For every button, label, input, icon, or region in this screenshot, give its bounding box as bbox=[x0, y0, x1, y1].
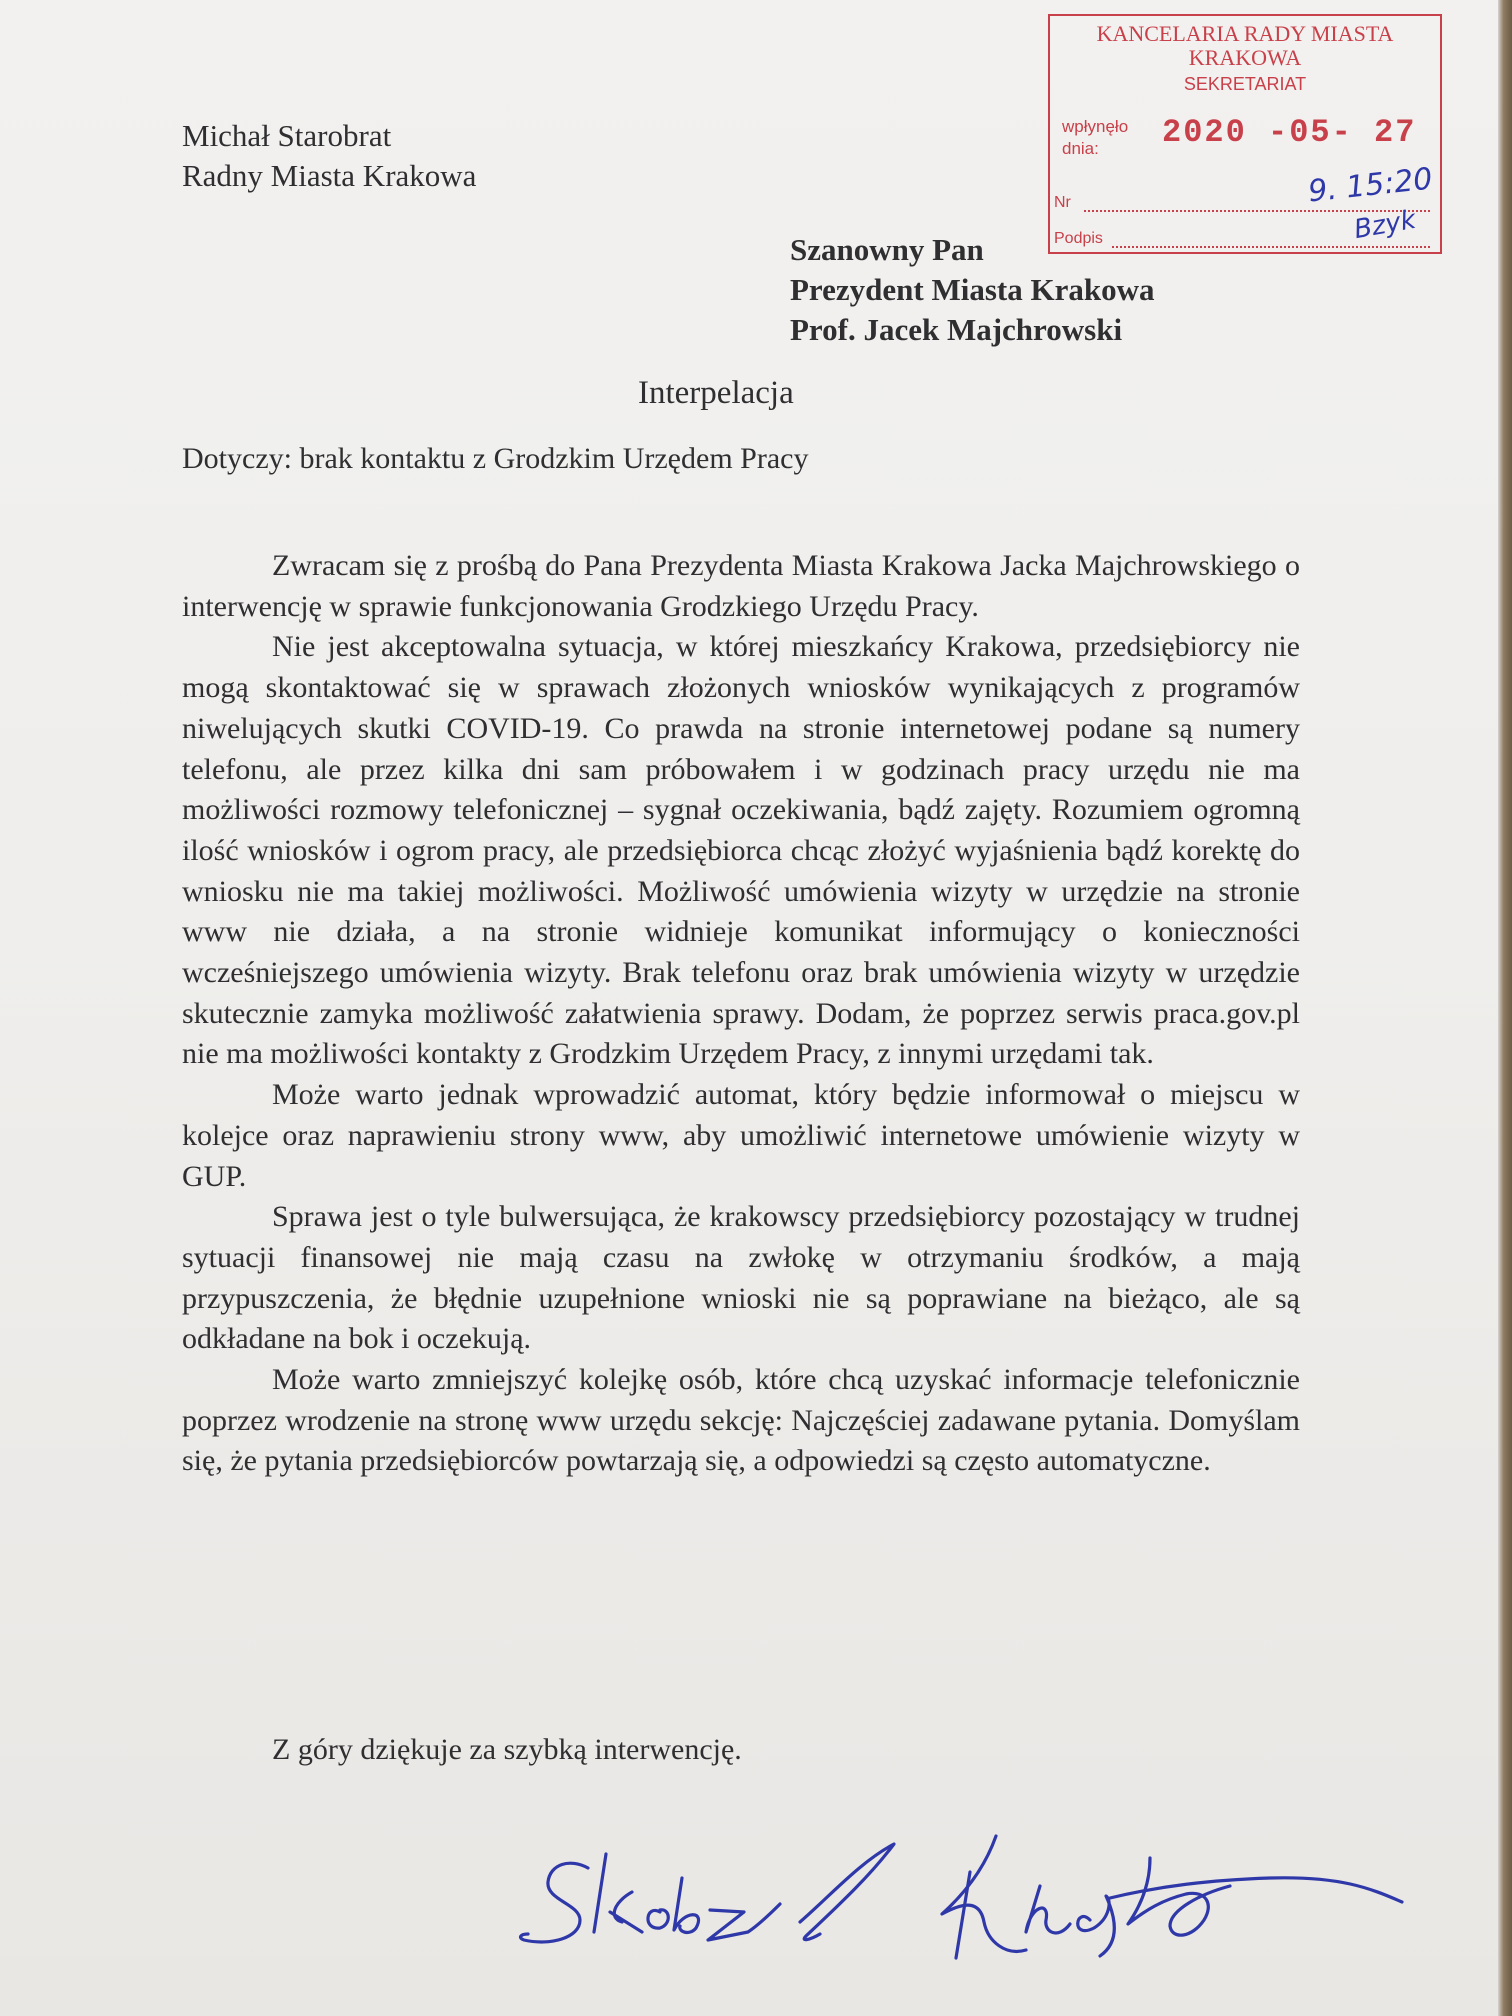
subject-line: Dotyczy: brak kontaktu z Grodzkim Urzędem Pracy bbox=[182, 442, 809, 475]
sender-role: Radny Miasta Krakowa bbox=[182, 158, 477, 193]
table-edge bbox=[1498, 0, 1512, 2016]
stamp-department: SEKRETARIAT bbox=[1183, 74, 1307, 94]
addressee-line3: Prof. Jacek Majchrowski bbox=[790, 312, 1123, 347]
stamp-nr-handwritten: 9. 15:20 bbox=[1306, 161, 1435, 210]
paragraph-5: Może warto zmniejszyć kolejkę osób, które chcą uzyskać informacje telefonicznie poprzez wrodzenie na stronę www urzędu sekcję: Najczęściej zadawane pytania. Domyślam się, że pytania przedsiębiorców powtarzają się, a odpowiedzi są często automatyczne. bbox=[182, 1363, 1300, 1478]
paragraph-1: Zwracam się z prośbą do Pana Prezydenta Miasta Krakowa Jacka Majchrowskiego o interwencję w sprawie funkcjonowania Grodzkiego Urzędu Pracy. bbox=[182, 549, 1300, 623]
paragraph-2: Nie jest akceptowalna sytuacja, w której mieszkańcy Krakowa, przedsiębiorcy nie mogą skontaktować się w sprawach złożonych wniosków wynikających z programów niwelujących skutki COVID-19. Co prawda na stronie internetowej podane są numery telefonu, ale przez kilka dni sam próbowałem i w godzinach pracy urzędu nie ma możliwości rozmowy telefonicznej – sygnał oczekiwania, bądź zajęty. Rozumiem ogromną ilość wniosków i ogrom pracy, ale przedsiębiorca chcąc złożyć wyjaśnienia bądź korektę do wniosku nie ma takiej możliwości. Możliwość umówienia wizyty w urzędzie na stronie www nie działa, a na stronie widnieje komunikat informujący o konieczności wcześniejszego umówienia wizyty. Brak telefonu oraz brak umówienia wizyty w urzędzie skutecznie zamyka możliwość załatwienia sprawy. Dodam, że poprzez serwis praca.gov.pl nie ma możliwości kontakty z Grodzkim Urzędem Pracy, z innymi urzędami tak. bbox=[182, 630, 1300, 1071]
registry-stamp bbox=[1048, 14, 1442, 254]
addressee-line2: Prezydent Miasta Krakowa bbox=[790, 272, 1155, 307]
handwritten-signature-icon bbox=[510, 1800, 1410, 1970]
paragraph-4: Sprawa jest o tyle bulwersująca, że krakowscy przedsiębiorcy pozostający w trudnej sytuacji finansowej nie mają czasu na zwłokę w otrzymaniu środków, a mają przypuszczenia, że błędnie uzupełnione wnioski nie są poprawiane na bieżąco, ale są odkładane na bok i oczekują. bbox=[182, 1200, 1300, 1356]
stamp-received-label bbox=[1062, 116, 1128, 160]
stamp-podpis-handwritten: Bzyk bbox=[1351, 204, 1419, 246]
closing-line: Z góry dziękuje za szybką interwencję. bbox=[272, 1733, 742, 1766]
addressee-block bbox=[790, 230, 1154, 350]
stamp-received-label-line1: wpłynęło bbox=[1062, 117, 1129, 136]
stamp-received-label-line2: dnia: bbox=[1062, 139, 1099, 158]
document-title: Interpelacja bbox=[638, 375, 794, 411]
stamp-nr-label: Nr bbox=[1054, 194, 1071, 211]
stamp-podpis-label: Podpis bbox=[1054, 230, 1103, 247]
stamp-podpis-line bbox=[1112, 246, 1430, 248]
stamp-title-line1: KANCELARIA RADY MIASTA bbox=[1096, 21, 1394, 46]
stamp-title-line2: KRAKOWA bbox=[1188, 45, 1302, 70]
sender-block bbox=[182, 116, 476, 196]
letter-body bbox=[182, 546, 1300, 1482]
paragraph-3: Może warto jednak wprowadzić automat, który będzie informował o miejscu w kolejce oraz naprawieniu strony www, aby umożliwić internetowe umówienie wizyty w GUP. bbox=[182, 1078, 1300, 1193]
sender-name: Michał Starobrat bbox=[182, 118, 392, 153]
stamp-received-date: 2020 -05- 27 bbox=[1162, 114, 1417, 151]
addressee-line1: Szanowny Pan bbox=[790, 232, 984, 267]
